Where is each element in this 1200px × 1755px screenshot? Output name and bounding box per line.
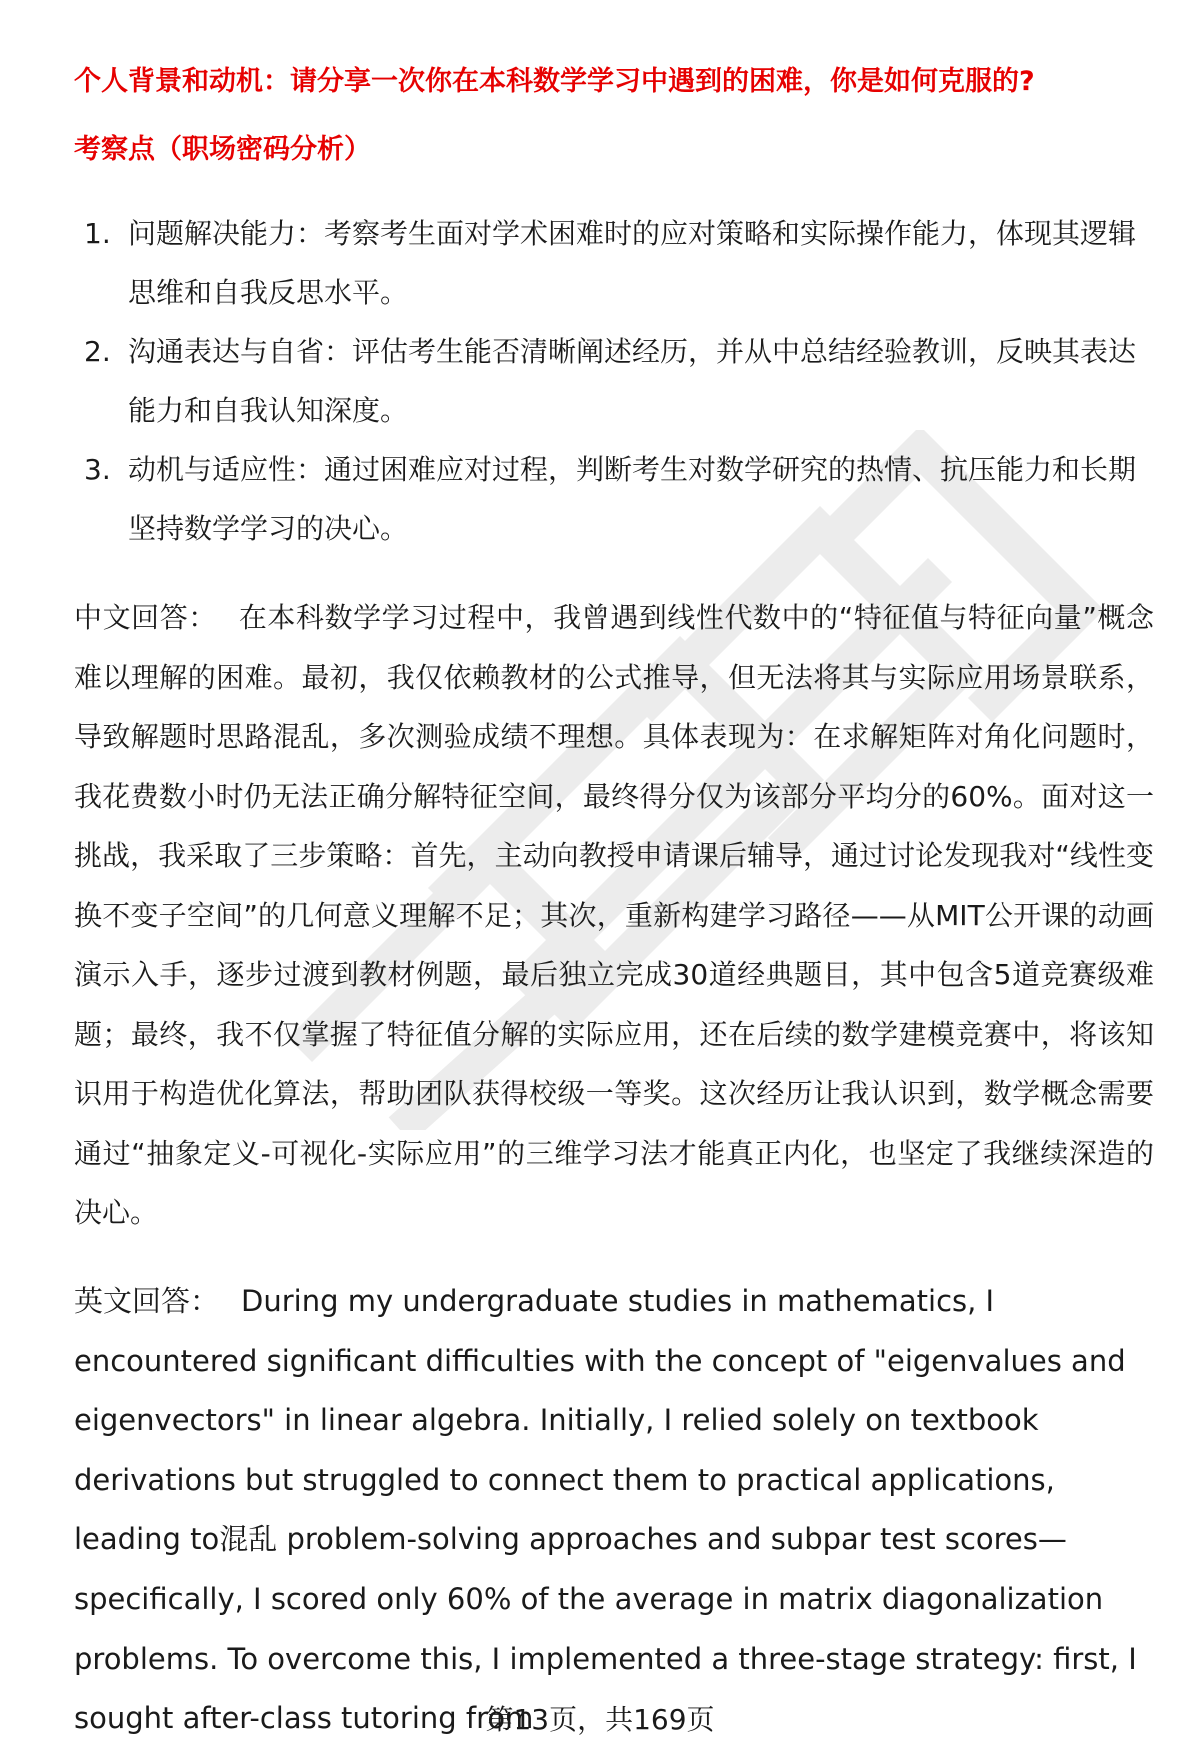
list-item-text: 动机与适应性：通过困难应对过程，判断考生对数学研究的热情、抗压能力和长期坚持数学学习的决心。 xyxy=(128,453,1137,545)
list-item xyxy=(74,440,1154,558)
list-item xyxy=(74,322,1154,440)
chinese-answer-label: 中文回答： xyxy=(74,601,217,634)
list-number: 2. xyxy=(84,335,111,368)
points-list xyxy=(74,204,1154,558)
list-item xyxy=(74,204,1154,322)
list-item-text: 沟通表达与自省：评估考生能否清晰阐述经历，并从中总结经验教训，反映其表达能力和自我认知深度。 xyxy=(128,335,1137,427)
page-footer: 第13页，共169页 xyxy=(485,1703,715,1736)
english-answer-label: 英文回答： xyxy=(74,1284,220,1318)
chinese-answer-text: 在本科数学学习过程中，我曾遇到线性代数中的“特征值与特征向量”概念难以理解的困难。最初，我仅依赖教材的公式推导，但无法将其与实际应用场景联系，导致解题时思路混乱，多次测验成绩不理想。具体表现为：在求解矩阵对角化问题时，我花费数小时仍无法正确分解特征空间，最终得分仅为该部分平均分的60%。面对这一挑战，我采取了三步策略：首先，主动向教授申请课后辅导，通过讨论发现我对“线性变换不变子空间”的几何意义理解不足；其次，重新构建学习路径——从MIT公开课的动画演示入手，逐步过渡到教材例题，最后独立完成30道经典题目，其中包含5道竞赛级难题；最终，我不仅掌握了特征值分解的实际应用，还在后续的数学建模竞赛中，将该知识用于构造优化算法，帮助团队获得校级一等奖。这次经历让我认识到，数学概念需要通过“抽象定义-可视化-实际应用”的三维学习法才能真正内化，也坚定了我继续深造的决心。 xyxy=(74,601,1154,1229)
list-number: 3. xyxy=(84,453,111,486)
chinese-answer xyxy=(74,588,1154,1243)
english-answer xyxy=(74,1272,1154,1749)
english-answer-text: During my undergraduate studies in mathematics, I encountered significant difficulties with the concept of "eigenvalues and eigenvectors" in linear algebra. Initially, I relied solely on textbook derivations but struggled to connect them to practical applications, leading to混乱 problem-solving approaches and subpar test scores—specifically, I scored only 60% of the average in matrix diagonalization problems. To overcome this, I implemented a three-stage strategy: first, I sought after-class tutoring from xyxy=(74,1284,1137,1736)
list-number: 1. xyxy=(84,217,111,250)
question-title: 个人背景和动机：请分享一次你在本科数学学习中遇到的困难，你是如何克服的? xyxy=(74,66,1035,97)
points-title: 考察点（职场密码分析） xyxy=(74,134,371,165)
list-item-text: 问题解决能力：考察考生面对学术困难时的应对策略和实际操作能力，体现其逻辑思维和自我反思水平。 xyxy=(128,217,1137,309)
